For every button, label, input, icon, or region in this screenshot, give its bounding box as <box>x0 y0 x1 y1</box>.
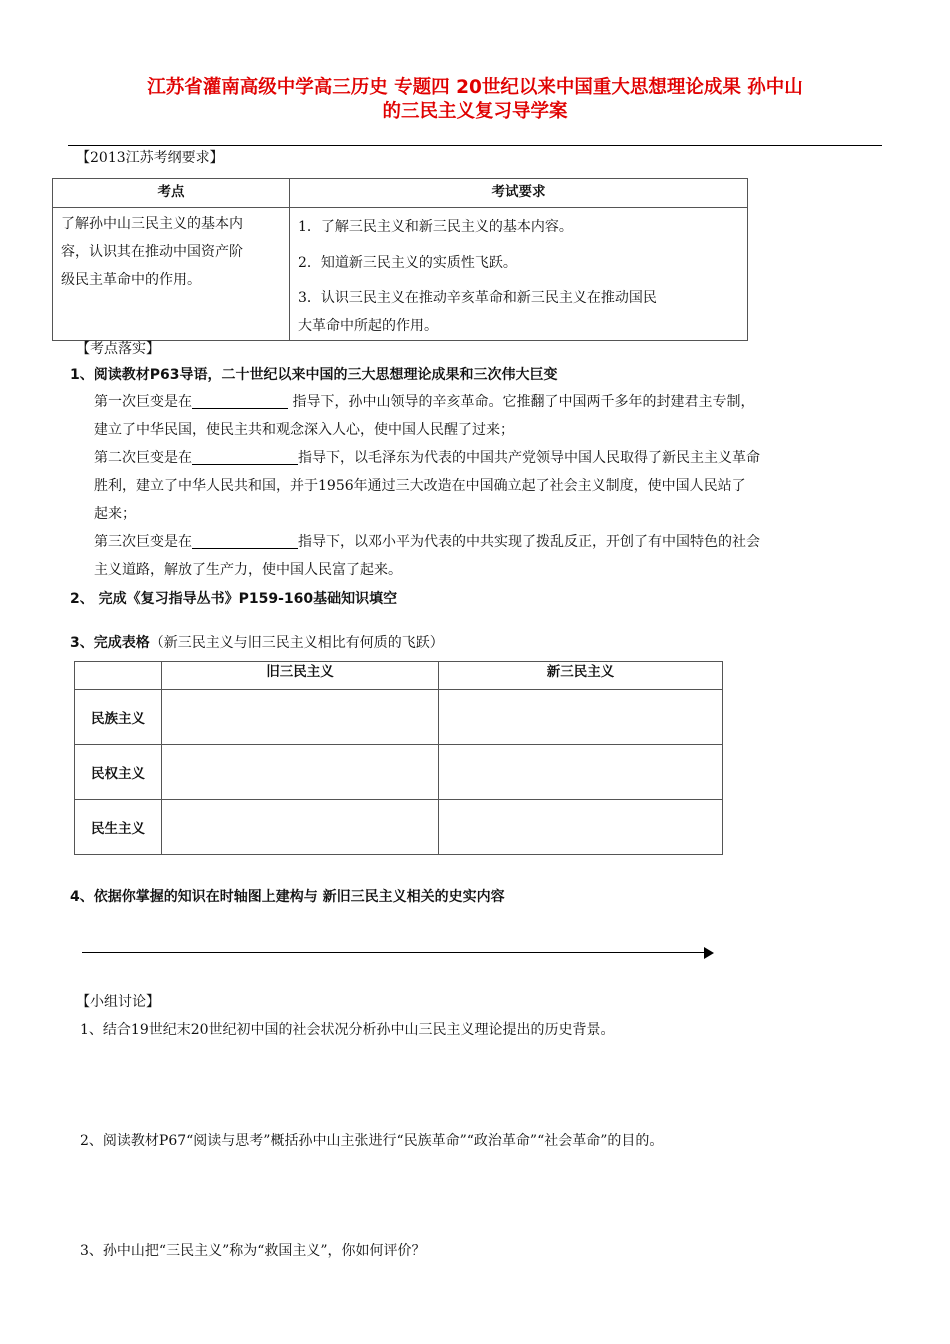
answer-blank-2[interactable] <box>192 448 298 465</box>
answer-blank-1[interactable] <box>192 392 288 409</box>
comparison-header-old: 旧三民主义 <box>162 662 439 690</box>
syllabus-point-line: 容，认识其在推动中国资产阶 <box>61 244 243 260</box>
requirement-item: 2．知道新三民主义的实质性飞跃。 <box>298 255 517 271</box>
question-1-heading: 1、阅读教材P63导语，二十世纪以来中国的三大思想理论成果和三次伟大巨变 <box>70 367 558 383</box>
question-1-body <box>94 388 894 584</box>
row-label-nationalism: 民族主义 <box>75 690 162 745</box>
timeline-axis[interactable] <box>82 952 706 953</box>
page-title <box>60 76 890 124</box>
syllabus-point-line: 级民主革命中的作用。 <box>61 272 201 288</box>
discussion-question-3: 3、孙中山把“三民主义”称为“救国主义”，你如何评价？ <box>80 1243 426 1259</box>
answer-blank-3[interactable] <box>192 532 298 549</box>
row-label-livelihood: 民生主义 <box>75 800 162 855</box>
title-divider <box>68 145 882 146</box>
syllabus-requirement-cell <box>290 208 748 341</box>
revolution-1-text-cont: 建立了中华民国，使民主共和观念深入人心，使中国人民醒了过来； <box>94 422 514 438</box>
comparison-header-new: 新三民主义 <box>439 662 723 690</box>
revolution-2-text: 指导下，以毛泽东为代表的中国共产党领导中国人民取得了新民主主义革命 <box>298 450 760 466</box>
answer-cell-new-livelihood[interactable] <box>439 800 723 855</box>
revolution-3-text-cont: 主义道路，解放了生产力，使中国人民富了起来。 <box>94 562 402 578</box>
comparison-header-blank <box>75 662 162 690</box>
revolution-2-prefix: 第二次巨变是在 <box>94 450 192 466</box>
answer-cell-old-democracy[interactable] <box>162 745 439 800</box>
requirement-item: 大革命中所起的作用。 <box>298 318 438 334</box>
question-3-heading <box>70 632 444 652</box>
answer-cell-old-nationalism[interactable] <box>162 690 439 745</box>
question-4-heading: 4、依据你掌握的知识在时轴图上建构与 新旧三民主义相关的史实内容 <box>70 889 505 905</box>
answer-cell-new-democracy[interactable] <box>439 745 723 800</box>
answer-cell-old-livelihood[interactable] <box>162 800 439 855</box>
syllabus-point-line: 了解孙中山三民主义的基本内 <box>61 216 243 232</box>
discussion-question-1: 1、结合19世纪末20世纪初中国的社会状况分析孙中山三民主义理论提出的历史背景。 <box>80 1022 615 1038</box>
revolution-3-prefix: 第三次巨变是在 <box>94 534 192 550</box>
comparison-table <box>74 661 723 855</box>
title-line-1: 江苏省灌南高级中学高三历史 专题四 20世纪以来中国重大思想理论成果 孙中山 <box>147 77 803 98</box>
revolution-1-text: 指导下，孙中山领导的辛亥革命。它推翻了中国两千多年的封建君主专制， <box>288 394 755 410</box>
requirement-item: 1．了解三民主义和新三民主义的基本内容。 <box>298 219 573 235</box>
syllabus-table <box>52 178 748 341</box>
row-label-democracy: 民权主义 <box>75 745 162 800</box>
revolution-2-text-end: 起来； <box>94 506 136 522</box>
revolution-2-text-cont: 胜利，建立了中华人民共和国，并于1956年通过三大改造在中国确立起了社会主义制度，使中国人民站了 <box>94 478 746 494</box>
answer-cell-new-nationalism[interactable] <box>439 690 723 745</box>
points-section-label: 【考点落实】 <box>76 341 160 357</box>
revolution-3-text: 指导下，以邓小平为代表的中共实现了拨乱反正，开创了有中国特色的社会 <box>298 534 760 550</box>
title-line-2: 的三民主义复习导学案 <box>382 101 568 122</box>
question-2-heading: 2、 完成《复习指导丛书》P159-160基础知识填空 <box>70 591 398 607</box>
discussion-question-2: 2、阅读教材P67“阅读与思考”概括孙中山主张进行“民族革命”“政治革命”“社会革命”的目的。 <box>80 1133 664 1149</box>
discussion-section-label: 【小组讨论】 <box>76 994 160 1010</box>
question-3-note: （新三民主义与旧三民主义相比有何质的飞跃） <box>149 635 444 651</box>
requirement-item: 3．认识三民主义在推动辛亥革命和新三民主义在推动国民 <box>298 290 657 306</box>
syllabus-header-requirement: 考试要求 <box>290 179 748 208</box>
revolution-1-prefix: 第一次巨变是在 <box>94 394 192 410</box>
question-3-title: 3、完成表格 <box>70 635 150 651</box>
syllabus-point-cell <box>53 208 290 341</box>
syllabus-section-label: 【2013江苏考纲要求】 <box>76 150 224 166</box>
timeline-arrow-icon <box>704 947 714 959</box>
syllabus-header-point: 考点 <box>53 179 290 208</box>
